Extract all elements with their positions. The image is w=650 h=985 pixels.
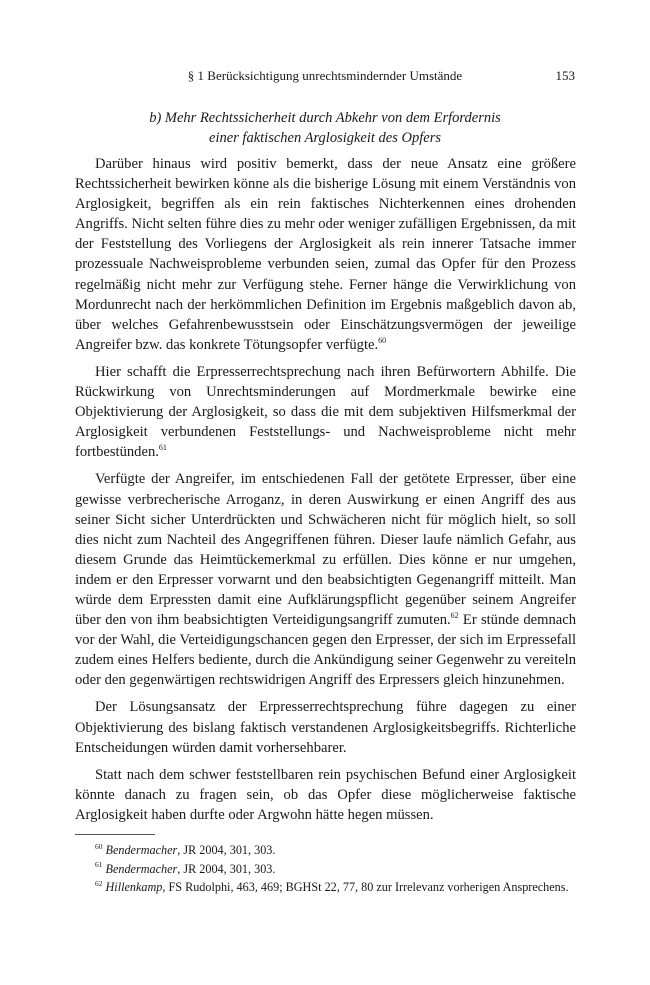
section-heading-line-2: einer faktischen Arglosigkeit des Opfers (209, 130, 441, 146)
footnotes (75, 842, 576, 898)
footnote-text: , FS Rudolphi, 463, 469; BGHSt 22, 77, 80 zur Irrelevanz vorherigen Ansprechens. (162, 880, 569, 894)
running-title: § 1 Berücksichtigung unrechtsmindernder Umstände (187, 68, 463, 83)
paragraph-2 (75, 362, 576, 462)
paragraph-text: Er stünde demnach vor der Wahl, die Verteidigungschancen gegen den Erpresser, der sich im Erpressefall zudem eines Helfers bediente, durch die Ankündigung seiner Gegenwehr zu vereiteln oder den gegenwärtigen rechtswidrigen Angriff des Erpressers gleich hinzunehmen. (75, 612, 576, 689)
paragraph-5 (75, 765, 576, 825)
footnote-reference[interactable]: 61 (158, 443, 167, 453)
footnote-number: 62 (95, 878, 103, 888)
footnote-60 (75, 842, 576, 860)
paragraph-3 (75, 469, 576, 690)
footnote-reference[interactable]: 62 (450, 611, 459, 621)
page-number: 153 (555, 68, 575, 83)
footnote-author: Bendermacher (105, 843, 178, 857)
footnote-divider (75, 834, 155, 835)
paragraph-1 (75, 154, 576, 355)
footnote-number: 61 (95, 860, 103, 870)
footnote-reference[interactable]: 60 (378, 335, 387, 345)
paragraph-text: Hier schafft die Erpresserrechtsprechung nach ihren Befürwortern Abhilfe. Die Rückwirkung von Unrechtsminderungen auf Mordmerkmale bewirke eine Objektivierung der Arglosigkeit, so dass die mit dem subjektiven Hilfsmerkmal der Arglosigkeit verbundenen Feststellungs- und Nachweisprobleme nicht mehr fortbestünden. (75, 363, 576, 461)
footnote-number: 60 (95, 841, 103, 851)
running-header (75, 68, 575, 84)
section-heading-line-1: b) Mehr Rechtssicherheit durch Abkehr von dem Erfordernis (149, 110, 501, 126)
paragraph-text: Darüber hinaus wird positiv bemerkt, dass der neue Ansatz eine größere Rechtssicherheit bewirken könne als die bisherige Lösung mit einem Verständnis von Arglosigkeit, begriffen als ein rein faktisches Nichterkennen eines drohenden Angriffs. Nicht selten führe dies zu mehr oder weniger zufälligen Ergebnissen, da mit der Feststellung des Vorliegens der Arglosigkeit als rein innerer Tatsache immer prozessuale Nachweisprobleme verbunden seien, zumal das Opfer für den Prozess regelmäßig nicht mehr zur Verfügung stehe. Ferner hänge die Verwirklichung von Mordunrecht nach der herkömmlichen Definition im Ergebnis maßgeblich davon ab, über welches Gefahrenbewusstsein oder Einschätzungsvermögen der jeweilige Angreifer bzw. das konkrete Tötungsopfer verfügte. (75, 156, 576, 353)
paragraph-text: Verfügte der Angreifer, im entschiedenen Fall der getötete Erpresser, über eine gewisse verbrecherische Arroganz, in deren Auswirkung er einen Angriff des aus seiner Sicht sicher Unterdrückten und Schwächeren nicht für möglich hielt, so soll dies nicht zum Nachteil des Angegriffenen führen. Dieser laufe nämlich Gefahr, aus diesem Grunde das Heimtückemerkmal zu erfüllen. Dies könne er nur umgehen, indem er den Erpresser vorwarnt und den beabsichtigten Gegenangriff mitteilt. Man würde dem Erpressten damit eine Aufklärungspflicht gegenüber seinem Angreifer über den von ihm beabsichtigten Verteidigungsangriff zumuten. (75, 471, 576, 629)
footnote-text: , JR 2004, 301, 303. (177, 843, 276, 857)
footnote-text: , JR 2004, 301, 303. (177, 861, 276, 876)
footnote-61 (75, 861, 576, 879)
footnote-author: Bendermacher (105, 861, 178, 876)
paragraph-text: Der Lösungsansatz der Erpresserrechtsprechung führe dagegen zu einer Objektivierung des bislang faktisch verstandenen Arglosigkeitsbegriffs. Richterliche Entscheidungen würden damit vorhersehbarer. (75, 699, 576, 756)
paragraph-4 (75, 697, 576, 757)
footnote-62 (75, 879, 576, 897)
section-heading (75, 108, 575, 148)
footnote-author: Hillenkamp (105, 880, 163, 894)
paragraph-text: Statt nach dem schwer feststellbaren rein psychischen Befund einer Arglosigkeit könnte danach zu fragen sein, ob das Opfer diese möglicherweise faktische Arglosigkeit haben durfte oder Argwohn hätte hegen müssen. (75, 766, 576, 823)
body-text (75, 154, 576, 832)
